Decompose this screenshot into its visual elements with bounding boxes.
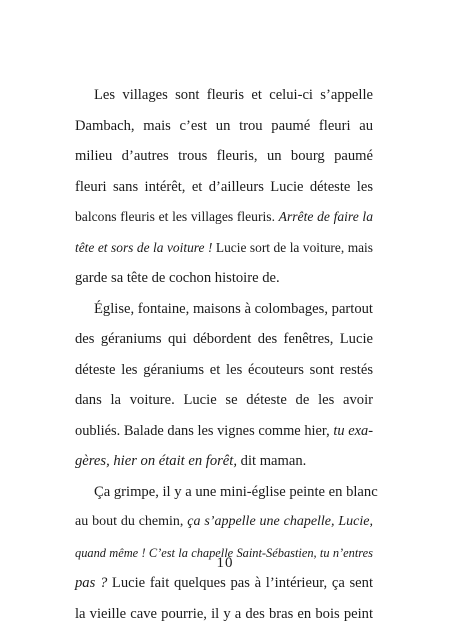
page-number: 10 [0, 555, 450, 572]
text-segment: fleuri sans intérêt, et d’ailleurs Lucie déteste les [75, 179, 373, 195]
italic-text: ça s’appelle une chapelle, Lucie, [187, 514, 373, 529]
text-line [75, 568, 373, 599]
text-line [75, 141, 373, 172]
text-segment: la vieille cave pourrie, il y a des bras en bois peint [75, 606, 373, 622]
italic-text: tu exa- [333, 423, 373, 439]
text-line [75, 80, 373, 111]
text-line [75, 416, 373, 447]
text-segment: Ça grimpe, il y a une mini-église peinte en blanc [94, 484, 378, 500]
text-segment: garde sa tête de cochon histoire de. [75, 270, 280, 286]
text-segment: oubliés. Balade dans les vignes comme hier, [75, 423, 333, 439]
text-line [75, 294, 373, 325]
text-line [75, 233, 373, 264]
text-segment: milieu d’autres trous fleuris, un bourg paumé [75, 148, 373, 164]
text-line [75, 263, 373, 294]
text-segment: Les villages sont fleuris et celui-ci s’appelle [94, 87, 373, 103]
text-line [75, 599, 373, 629]
text-line [75, 324, 373, 355]
italic-text: pas ? [75, 575, 107, 591]
body-text [75, 80, 373, 629]
text-line [75, 507, 373, 538]
italic-text: Arrête de faire la [279, 209, 373, 224]
text-segment: Lucie sort de la voiture, mais [212, 240, 373, 255]
text-line [75, 111, 373, 142]
text-segment: Église, fontaine, maisons à colombages, partout [94, 301, 373, 317]
text-segment: des géraniums qui débordent des fenêtres, Lucie [75, 331, 373, 347]
text-line [75, 355, 373, 386]
text-segment: au bout du chemin, [75, 514, 187, 529]
text-line [75, 385, 373, 416]
text-line [75, 477, 373, 508]
text-segment: Dambach, mais c’est un trou paumé fleuri au [75, 118, 373, 134]
text-line [75, 446, 373, 477]
text-segment: balcons fleuris et les villages fleuris. [75, 209, 279, 224]
text-segment: Lucie fait quelques pas à l’intérieur, ça sent [107, 575, 373, 591]
italic-text: gères, hier on était en forêt, [75, 453, 237, 469]
text-line [75, 202, 373, 233]
text-segment: déteste les géraniums et les écouteurs sont restés [75, 362, 373, 378]
text-line [75, 172, 373, 203]
text-segment: dit maman. [237, 453, 306, 469]
italic-text: tête et sors de la voiture ! [75, 240, 212, 255]
italic-text: quand même ! C’est la chapelle Saint-Sébastien, tu n’entres [75, 546, 373, 560]
text-segment: dans la voiture. Lucie se déteste de les avoir [75, 392, 373, 408]
